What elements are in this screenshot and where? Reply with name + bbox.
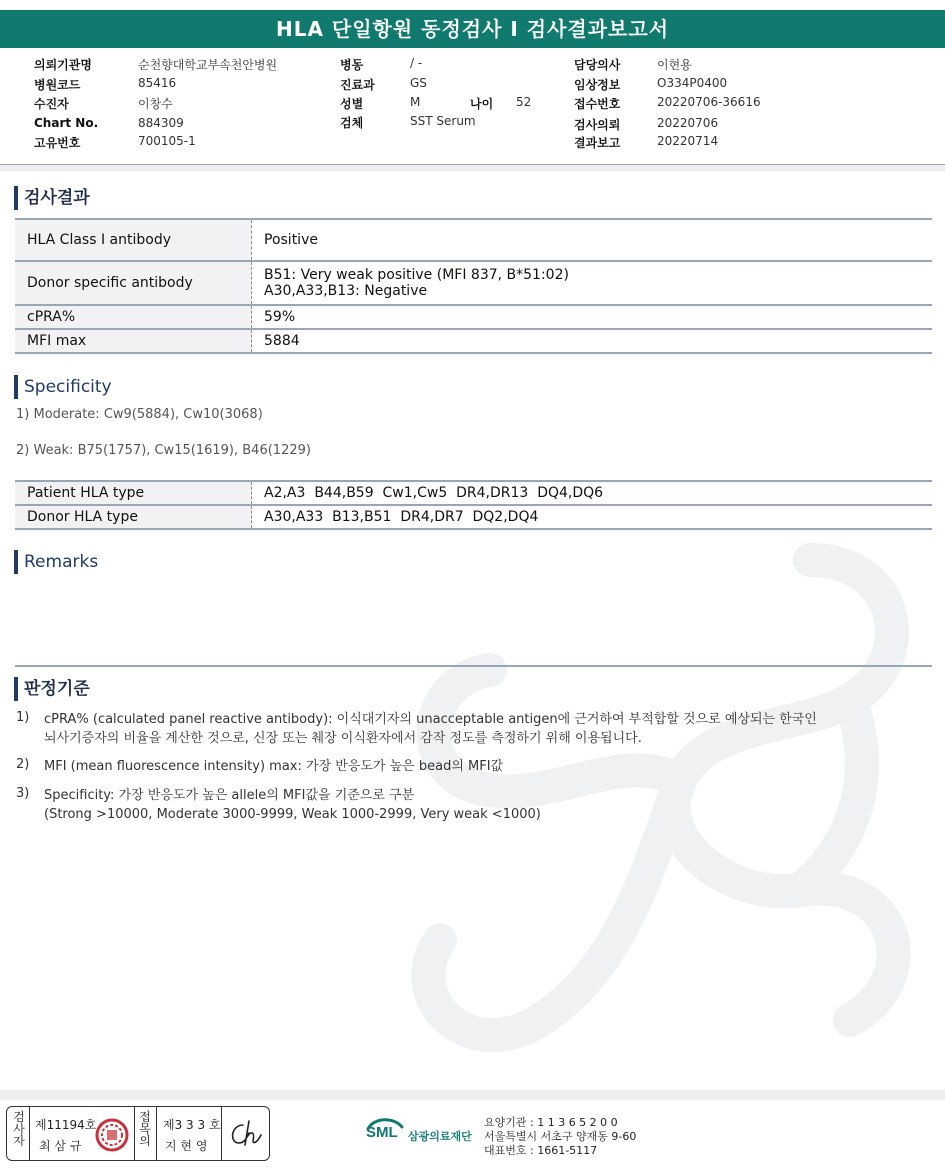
row-label: Patient HLA type [15, 481, 252, 505]
criteria-number: 1) [16, 710, 30, 725]
value-ward: / - [410, 56, 423, 70]
reviewer-license-no: 제3 3 3 호 [163, 1118, 221, 1132]
section-heading-results: 검사결과 [14, 186, 90, 210]
table-row [15, 481, 932, 505]
row-value: 5884 [252, 329, 933, 353]
row-value: A30,A33 B13,B51 DR4,DR7 DQ2,DQ4 [252, 505, 933, 529]
org-name: 삼광의료재단 [408, 1130, 472, 1143]
criteria-text: 뇌사기증자의 비율을 계산한 것으로, 신장 또는 췌장 이식환자에서 감작 정도를 측정하기 위해 이용됩니다. [44, 731, 642, 746]
label-requesting-institution: 의뢰기관명 [34, 58, 92, 72]
org-address: 서울특별시 서초구 양재동 9-60 [484, 1130, 637, 1143]
value-requesting-institution: 순천향대학교부속천안병원 [138, 58, 278, 72]
label-receipt-no: 접수번호 [574, 97, 621, 111]
label-patient-name: 수진자 [34, 97, 69, 111]
reviewer-label [137, 1111, 153, 1147]
value-report-date: 20220714 [657, 134, 719, 148]
label-physician: 담당의사 [574, 58, 621, 72]
reviewer-label-char: 목 [139, 1122, 151, 1136]
criteria-text: (Strong >10000, Moderate 3000-9999, Weak 1000-2999, Very weak <1000) [44, 807, 541, 822]
handwritten-signature [225, 1119, 265, 1149]
value-department: GS [410, 76, 427, 90]
tester-label-char: 검 [13, 1110, 25, 1124]
tester-label-char: 사 [13, 1122, 25, 1136]
row-value: 59% [252, 305, 933, 329]
cell-divider [134, 1107, 135, 1160]
label-sex: 성별 [340, 97, 364, 111]
criteria-text: Specificity: 가장 반응도가 높은 allele의 MFI값을 기준으로 구분 [44, 788, 415, 803]
tester-label [11, 1111, 27, 1147]
reviewer-label-char: 의 [139, 1134, 151, 1148]
criteria-text: cPRA% (calculated panel reactive antibody): 이식대기자의 unacceptable antigen에 근거하여 부적합할 것으로 예상되는 한국인 [44, 712, 817, 727]
row-value-secondary: A30,A33,B13: Negative [264, 283, 428, 299]
footer-divider [0, 1090, 945, 1100]
table-row [15, 219, 932, 261]
label-hospital-code: 병원코드 [34, 78, 81, 92]
tester-name: 최 삼 규 [39, 1139, 82, 1153]
cell-divider [156, 1107, 157, 1160]
section-heading-remarks: Remarks [14, 550, 98, 574]
row-label: Donor specific antibody [15, 261, 252, 305]
label-department: 진료과 [340, 78, 375, 92]
reviewer-label-char: 접 [139, 1110, 151, 1124]
label-ward: 병동 [340, 58, 364, 72]
row-value-multi [252, 261, 933, 305]
value-patient-name: 이창수 [138, 97, 173, 111]
cell-divider [29, 1107, 30, 1160]
table-row [15, 329, 932, 353]
table-row [15, 261, 932, 305]
signature-box [6, 1106, 270, 1161]
divider-band [0, 165, 945, 171]
org-phone: 대표번호 : 1661-5117 [484, 1144, 598, 1157]
label-chart-no: Chart No. [34, 116, 99, 130]
row-label: Donor HLA type [15, 505, 252, 529]
value-hospital-code: 85416 [138, 76, 177, 90]
label-specimen: 검체 [340, 116, 364, 130]
reviewer-name: 지 현 영 [165, 1139, 208, 1153]
patient-info-panel [0, 48, 945, 165]
row-value: Positive [252, 219, 933, 261]
seal-stamp-icon [95, 1118, 129, 1152]
table-row [15, 505, 932, 529]
results-table [15, 218, 932, 354]
section-heading-specificity: Specificity [14, 375, 112, 399]
section-heading-criteria: 판정기준 [14, 677, 90, 701]
tester-license-no: 제11194호 [35, 1118, 97, 1132]
hla-type-table [15, 480, 932, 530]
sml-logo-text: SML [366, 1124, 398, 1141]
criteria-text: MFI (mean fluorescence intensity) max: 가장 반응도가 높은 bead의 MFI값 [44, 759, 504, 774]
org-code: 요양기관 : 1 1 3 6 5 2 0 0 [484, 1116, 618, 1129]
label-unique-id: 고유번호 [34, 136, 81, 150]
value-specimen: SST Serum [410, 114, 476, 128]
value-age: 52 [516, 95, 532, 109]
value-chart-no: 884309 [138, 116, 184, 130]
label-age: 나이 [470, 97, 494, 111]
row-value: B51: Very weak positive (MFI 837, B*51:02) [264, 267, 569, 283]
criteria-number: 3) [16, 786, 30, 801]
tester-label-char: 자 [13, 1134, 25, 1148]
row-label: HLA Class I antibody [15, 219, 252, 261]
value-unique-id: 700105-1 [138, 134, 196, 148]
specificity-line: 2) Weak: B75(1757), Cw15(1619), B46(1229) [16, 443, 311, 458]
value-request-date: 20220706 [657, 116, 719, 130]
label-report-date: 결과보고 [574, 136, 621, 150]
specificity-line: 1) Moderate: Cw9(5884), Cw10(3068) [16, 407, 263, 422]
section-divider [15, 665, 932, 667]
row-value: A2,A3 B44,B59 Cw1,Cw5 DR4,DR13 DQ4,DQ6 [252, 481, 933, 505]
value-receipt-no: 20220706-36616 [657, 95, 761, 109]
value-sex: M [410, 95, 421, 109]
criteria-number: 2) [16, 757, 30, 772]
value-clinical-info: O334P0400 [657, 76, 728, 90]
label-request-date: 검사의뢰 [574, 118, 621, 132]
row-label: cPRA% [15, 305, 252, 329]
value-physician: 이현용 [657, 58, 692, 72]
row-label: MFI max [15, 329, 252, 353]
table-row [15, 305, 932, 329]
report-title: HLA 단일항원 동정검사 I 검사결과보고서 [0, 10, 945, 48]
cell-divider [221, 1107, 222, 1160]
label-clinical-info: 임상정보 [574, 78, 621, 92]
